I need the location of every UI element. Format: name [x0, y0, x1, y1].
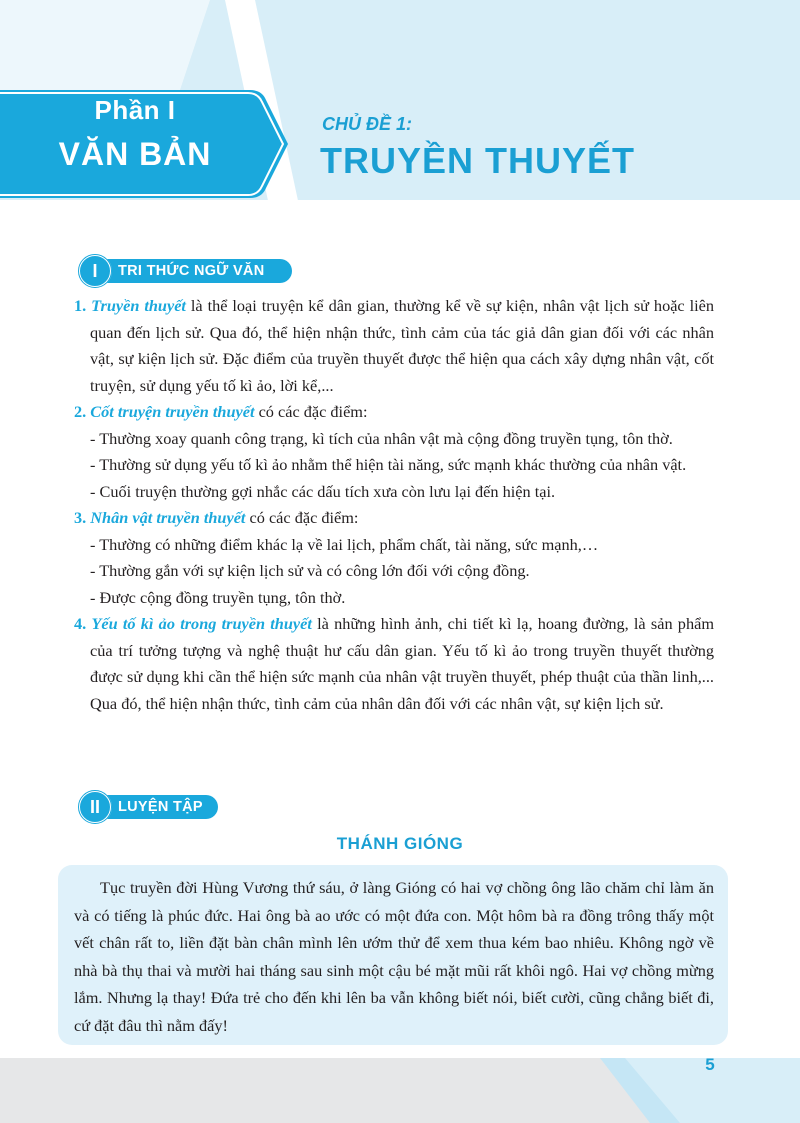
item-term: Yếu tố kì ảo trong truyền thuyết — [91, 614, 312, 633]
item-text: có các đặc điểm: — [254, 402, 368, 421]
section1-body — [74, 293, 714, 717]
section-number: II — [89, 797, 100, 817]
bullet-item: - Cuối truyện thường gợi nhắc các dấu tích xưa còn lưu lại đến hiện tại. — [90, 481, 556, 501]
story-text: Tục truyền đời Hùng Vương thứ sáu, ở làng Gióng có hai vợ chồng ông lão chăm chỉ làm ăn và có tiếng là phúc đức. Hai ông bà ao ước có một đứa con. Một hôm bà ra đồng trông thấy một vết chân rất to, liền đặt bàn chân mình lên ướm thử để xem thua kém bao nhiêu. Không ngờ về nhà bà thụ thai và mười hai tháng sau sinh một cậu bé mặt mũi rất khôi ngô. Hai vợ chồng mừng lắm. Nhưng lạ thay! Đứa trẻ cho đến khi lên ba vẫn không biết nói, biết cười, cũng chẳng biết đi, cứ đặt đâu thì nằm đấy! — [74, 878, 714, 1035]
topic-title: TRUYỀN THUYẾT — [320, 140, 636, 181]
section-heading-1 — [78, 254, 292, 288]
section-heading-2 — [78, 790, 218, 824]
section-badge — [78, 254, 112, 288]
item-term: Cốt truyện truyền thuyết — [90, 402, 255, 421]
item-text: có các đặc điểm: — [245, 508, 359, 527]
item-term: Truyền thuyết — [91, 296, 186, 315]
item-number: 2. — [74, 402, 87, 421]
item-term: Nhân vật truyền thuyết — [90, 508, 246, 527]
bullet-item: - Thường sử dụng yếu tố kì ảo nhằm thể hiện tài năng, sức mạnh khác thường của nhân vật. — [90, 455, 687, 474]
knowledge-item-3 — [74, 505, 714, 532]
knowledge-item-1 — [74, 293, 714, 399]
topic-label: CHỦ ĐỀ 1: — [322, 114, 413, 134]
bullet-item: - Thường xoay quanh công trạng, kì tích của nhân vật mà cộng đồng truyền tụng, tôn thờ. — [90, 428, 673, 448]
item-number: 1. — [74, 296, 87, 315]
part-title: VĂN BẢN — [58, 136, 212, 172]
bullet-item: - Được cộng đồng truyền tụng, tôn thờ. — [90, 587, 346, 607]
knowledge-item-4 — [74, 611, 714, 717]
bullet-item: - Thường có những điểm khác lạ về lai lịch, phẩm chất, tài năng, sức mạnh,… — [90, 534, 599, 554]
section-badge — [78, 790, 112, 824]
knowledge-item-2 — [74, 399, 714, 426]
item-text: là thể loại truyện kể dân gian, thường kể về sự kiện, nhân vật lịch sử hoặc liên quan đến lịch sử. Qua đó, thể hiện nhận thức, tình cảm của tác giả dân gian đối với các nhân vật, sự kiện lịch sử. Đặc điểm của truyền thuyết được thể hiện qua cách xây dựng nhân vật, cốt truyện, sử dụng yếu tố kì ảo, lời kể,... — [90, 296, 715, 395]
section-title: TRI THỨC NGỮ VĂN — [118, 263, 265, 279]
page-number: 5 — [705, 1055, 715, 1074]
part-label: Phần I — [94, 95, 176, 125]
item-number: 4. — [74, 614, 87, 633]
item-text: là những hình ảnh, chi tiết kì lạ, hoang đường, là sản phẩm của trí tưởng tượng và nghệ thuật hư cấu dân gian. Yếu tố kì ảo trong truyền thuyết thường được sử dụng khi cần thể hiện sức mạnh của nhân vật truyền thuyết, phép thuật của thần linh,... Qua đó, thể hiện nhận thức, tình cảm của nhân dân đối với các nhân vật, sự kiện lịch sử. — [90, 614, 714, 713]
section-title: LUYỆN TẬP — [118, 799, 203, 815]
footer-band — [0, 1058, 800, 1123]
story-title: THÁNH GIÓNG — [336, 834, 464, 853]
bullet-item: - Thường gắn với sự kiện lịch sử và có công lớn đối với cộng đồng. — [90, 561, 530, 580]
item-number: 3. — [74, 508, 87, 527]
section-number: I — [92, 261, 98, 281]
